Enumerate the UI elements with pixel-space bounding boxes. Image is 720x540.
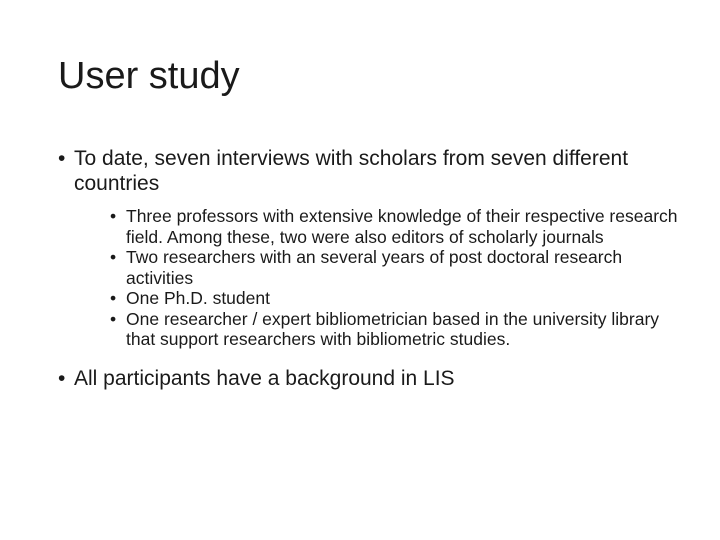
sub-bullet-text: One Ph.D. student xyxy=(126,288,270,308)
sub-bullet-text: Two researchers with an several years of post doctoral research activities xyxy=(126,247,623,288)
bullet-item-background xyxy=(58,366,678,391)
bullet-icon: • xyxy=(110,206,117,226)
slide-body xyxy=(58,146,678,391)
bullet-item-interviews xyxy=(58,146,678,350)
bullet-icon: • xyxy=(58,366,66,390)
sub-bullet-text: Three professors with extensive knowledge of their respective research field. Among these, two were also editors of scholarly journals xyxy=(126,206,678,247)
sub-bullet-item-bibliometrician xyxy=(110,309,678,350)
bullet-icon: • xyxy=(110,288,117,308)
bullet-icon: • xyxy=(110,308,117,329)
sub-bullet-list xyxy=(110,206,678,350)
bullet-icon: • xyxy=(58,147,66,170)
sub-bullet-item-professors xyxy=(110,206,678,247)
sub-bullet-item-researchers xyxy=(110,247,678,288)
bullet-icon: • xyxy=(110,247,117,267)
sub-bullet-text: One researcher / expert bibliometrician based in the university library that support researchers with bibliometric studies. xyxy=(126,308,660,349)
sub-bullet-item-phd-student xyxy=(110,288,678,309)
slide-title: User study xyxy=(58,55,240,97)
bullet-list xyxy=(58,146,678,391)
bullet-text: All participants have a background in LIS xyxy=(74,366,455,390)
bullet-text: To date, seven interviews with scholars from seven different countries xyxy=(74,147,629,195)
